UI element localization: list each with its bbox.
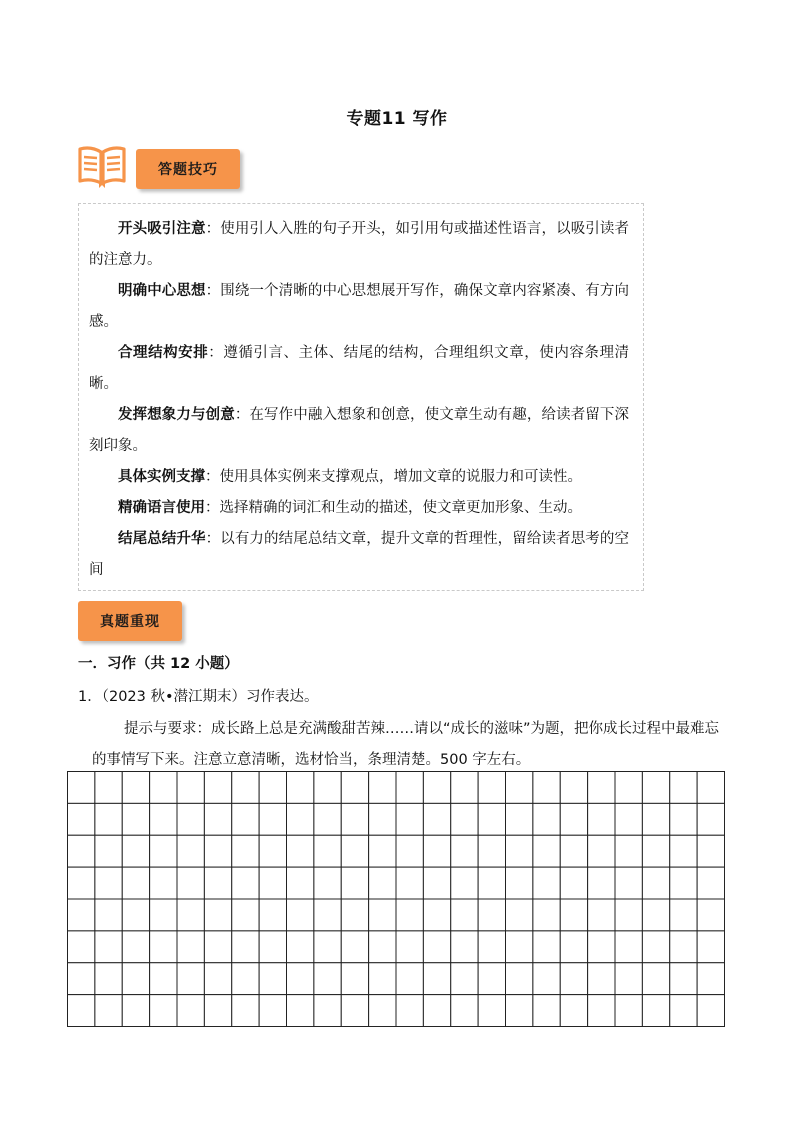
grid-cell[interactable]	[341, 899, 368, 931]
grid-cell[interactable]	[697, 867, 724, 899]
question-prompt: 提示与要求：成长路上总是充满酸甜苦辣……请以“成长的滋味”为题，把你成长过程中最难忘的事情写下来。注意立意清晰，选材恰当，条理清楚。500 字左右。	[92, 721, 720, 768]
grid-cell[interactable]	[588, 931, 615, 963]
tip-body: ：使用引人入胜的句子开头，如引用句或描述性语言，以吸引读者的注意力。	[89, 221, 630, 268]
grid-cell[interactable]	[588, 772, 615, 804]
grid-cell[interactable]	[369, 803, 396, 835]
tip-item	[89, 462, 629, 493]
grid-cell[interactable]	[423, 772, 450, 804]
grid-cell[interactable]	[478, 995, 505, 1027]
grid-cell[interactable]	[287, 803, 314, 835]
grid-cell[interactable]	[642, 867, 669, 899]
grid-cell[interactable]	[506, 963, 533, 995]
grid-cell[interactable]	[642, 803, 669, 835]
grid-cell[interactable]	[423, 867, 450, 899]
grid-cell[interactable]	[369, 772, 396, 804]
grid-cell[interactable]	[314, 803, 341, 835]
grid-cell[interactable]	[177, 995, 204, 1027]
grid-cell[interactable]	[68, 931, 95, 963]
grid-cell[interactable]	[642, 835, 669, 867]
grid-cell[interactable]	[560, 931, 587, 963]
grid-cell[interactable]	[506, 867, 533, 899]
grid-cell[interactable]	[369, 899, 396, 931]
grid-cell[interactable]	[588, 867, 615, 899]
grid-cell[interactable]	[533, 835, 560, 867]
grid-cell[interactable]	[423, 803, 450, 835]
grid-cell[interactable]	[451, 772, 478, 804]
grid-cell[interactable]	[369, 835, 396, 867]
tip-body: ：使用具体实例来支撑观点，增加文章的说服力和可读性。	[205, 469, 582, 485]
grid-cell[interactable]	[150, 963, 177, 995]
grid-cell[interactable]	[396, 963, 423, 995]
grid-cell[interactable]	[670, 931, 697, 963]
tip-item	[89, 276, 629, 338]
grid-cell[interactable]	[533, 995, 560, 1027]
grid-cell[interactable]	[68, 995, 95, 1027]
grid-cell[interactable]	[560, 772, 587, 804]
grid-cell[interactable]	[95, 963, 122, 995]
grid-cell[interactable]	[506, 931, 533, 963]
grid-cell[interactable]	[697, 963, 724, 995]
grid-cell[interactable]	[150, 899, 177, 931]
grid-cell[interactable]	[259, 803, 286, 835]
grid-cell[interactable]	[615, 899, 642, 931]
grid-cell[interactable]	[68, 803, 95, 835]
grid-cell[interactable]	[615, 835, 642, 867]
tip-body: ：遵循引言、主体、结尾的结构，合理组织文章，使内容条理清晰。	[89, 345, 630, 392]
grid-cell[interactable]	[341, 867, 368, 899]
grid-cell[interactable]	[615, 867, 642, 899]
section-heading: 一．习作（共 12 小题）	[78, 656, 239, 672]
grid-cell[interactable]	[396, 772, 423, 804]
grid-cell[interactable]	[232, 867, 259, 899]
grid-cell[interactable]	[95, 803, 122, 835]
grid-cell[interactable]	[204, 772, 231, 804]
grid-cell[interactable]	[642, 963, 669, 995]
grid-cell[interactable]	[478, 772, 505, 804]
grid-cell[interactable]	[204, 835, 231, 867]
grid-cell[interactable]	[506, 772, 533, 804]
grid-cell[interactable]	[232, 931, 259, 963]
grid-cell[interactable]	[341, 931, 368, 963]
grid-cell[interactable]	[150, 867, 177, 899]
grid-cell[interactable]	[642, 995, 669, 1027]
grid-cell[interactable]	[232, 835, 259, 867]
grid-cell[interactable]	[259, 931, 286, 963]
grid-cell[interactable]	[68, 867, 95, 899]
grid-cell[interactable]	[697, 931, 724, 963]
tip-item	[89, 524, 629, 586]
grid-cell[interactable]	[506, 899, 533, 931]
tag-answer-skills: 答题技巧	[136, 149, 240, 189]
grid-cell[interactable]	[423, 995, 450, 1027]
grid-cell[interactable]	[259, 899, 286, 931]
grid-cell[interactable]	[232, 963, 259, 995]
grid-cell[interactable]	[451, 867, 478, 899]
grid-cell[interactable]	[122, 772, 149, 804]
grid-cell[interactable]	[451, 995, 478, 1027]
tips-box	[78, 203, 644, 591]
grid-cell[interactable]	[122, 931, 149, 963]
grid-cell[interactable]	[341, 835, 368, 867]
grid-cell[interactable]	[506, 995, 533, 1027]
grid-cell[interactable]	[478, 803, 505, 835]
grid-cell[interactable]	[287, 899, 314, 931]
grid-cell[interactable]	[588, 835, 615, 867]
grid-cell[interactable]	[478, 899, 505, 931]
grid-cell[interactable]	[423, 963, 450, 995]
grid-cell[interactable]	[533, 931, 560, 963]
grid-cell[interactable]	[259, 963, 286, 995]
tip-item	[89, 493, 629, 524]
grid-cell[interactable]	[122, 963, 149, 995]
grid-cell[interactable]	[369, 963, 396, 995]
grid-cell[interactable]	[287, 995, 314, 1027]
grid-cell[interactable]	[68, 772, 95, 804]
grid-cell[interactable]	[396, 899, 423, 931]
grid-cell[interactable]	[314, 963, 341, 995]
open-book-icon	[78, 145, 126, 189]
question-title: 1．（2023 秋•潜江期末）习作表达。	[78, 689, 319, 705]
grid-cell[interactable]	[287, 835, 314, 867]
grid-cell[interactable]	[68, 963, 95, 995]
grid-cell[interactable]	[68, 835, 95, 867]
grid-cell[interactable]	[95, 899, 122, 931]
grid-cell[interactable]	[259, 772, 286, 804]
grid-cell[interactable]	[533, 963, 560, 995]
grid-cell[interactable]	[615, 963, 642, 995]
grid-cell[interactable]	[204, 995, 231, 1027]
tip-item	[89, 338, 629, 400]
grid-cell[interactable]	[150, 995, 177, 1027]
grid-cell[interactable]	[204, 963, 231, 995]
grid-cell[interactable]	[122, 995, 149, 1027]
grid-cell[interactable]	[642, 931, 669, 963]
page-title: 专题11 写作	[346, 109, 448, 129]
grid-cell[interactable]	[150, 803, 177, 835]
grid-cell[interactable]	[122, 867, 149, 899]
tip-body: ：以有力的结尾总结文章，提升文章的哲理性，留给读者思考的空间	[89, 531, 630, 578]
grid-cell[interactable]	[697, 803, 724, 835]
grid-cell[interactable]	[177, 963, 204, 995]
grid-cell[interactable]	[314, 835, 341, 867]
grid-cell[interactable]	[506, 835, 533, 867]
grid-cell[interactable]	[615, 772, 642, 804]
grid-cell[interactable]	[615, 803, 642, 835]
grid-cell[interactable]	[232, 995, 259, 1027]
grid-cell[interactable]	[95, 995, 122, 1027]
grid-cell[interactable]	[232, 772, 259, 804]
grid-cell[interactable]	[423, 899, 450, 931]
grid-cell[interactable]	[369, 995, 396, 1027]
grid-cell[interactable]	[95, 931, 122, 963]
grid-cell[interactable]	[423, 835, 450, 867]
grid-cell[interactable]	[560, 803, 587, 835]
grid-cell[interactable]	[451, 931, 478, 963]
grid-cell[interactable]	[314, 995, 341, 1027]
grid-cell[interactable]	[670, 963, 697, 995]
grid-cell[interactable]	[259, 867, 286, 899]
grid-cell[interactable]	[314, 931, 341, 963]
grid-cell[interactable]	[204, 899, 231, 931]
grid-cell[interactable]	[177, 899, 204, 931]
grid-cell[interactable]	[150, 931, 177, 963]
tip-body: ：在写作中融入想象和创意，使文章生动有趣，给读者留下深刻印象。	[89, 407, 630, 454]
grid-cell[interactable]	[642, 899, 669, 931]
grid-cell[interactable]	[451, 803, 478, 835]
grid-cell[interactable]	[560, 963, 587, 995]
grid-cell[interactable]	[588, 899, 615, 931]
grid-cell[interactable]	[232, 803, 259, 835]
grid-cell[interactable]	[95, 867, 122, 899]
grid-cell[interactable]	[122, 803, 149, 835]
writing-grid[interactable]	[67, 771, 725, 1027]
grid-cell[interactable]	[259, 835, 286, 867]
grid-cell[interactable]	[396, 803, 423, 835]
grid-cell[interactable]	[670, 803, 697, 835]
grid-cell[interactable]	[369, 931, 396, 963]
grid-cell[interactable]	[533, 772, 560, 804]
grid-cell[interactable]	[533, 867, 560, 899]
grid-cell[interactable]	[615, 931, 642, 963]
grid-cell[interactable]	[369, 867, 396, 899]
grid-cell[interactable]	[560, 899, 587, 931]
grid-cell[interactable]	[287, 931, 314, 963]
grid-cell[interactable]	[588, 803, 615, 835]
grid-cell[interactable]	[314, 867, 341, 899]
grid-cell[interactable]	[697, 835, 724, 867]
tag-past-exams: 真题重现	[78, 601, 182, 641]
grid-cell[interactable]	[670, 899, 697, 931]
grid-cell[interactable]	[95, 835, 122, 867]
grid-cell[interactable]	[560, 835, 587, 867]
grid-cell[interactable]	[204, 867, 231, 899]
grid-cell[interactable]	[670, 995, 697, 1027]
grid-cell[interactable]	[396, 931, 423, 963]
grid-cell[interactable]	[670, 835, 697, 867]
grid-cell[interactable]	[341, 963, 368, 995]
grid-cell[interactable]	[314, 772, 341, 804]
grid-cell[interactable]	[451, 835, 478, 867]
grid-cell[interactable]	[478, 835, 505, 867]
grid-cell[interactable]	[697, 995, 724, 1027]
grid-cell[interactable]	[287, 772, 314, 804]
grid-cell[interactable]	[423, 931, 450, 963]
grid-cell[interactable]	[396, 867, 423, 899]
tip-head: 发挥想象力与创意	[118, 407, 235, 423]
grid-cell[interactable]	[287, 963, 314, 995]
grid-cell[interactable]	[122, 835, 149, 867]
tip-item	[89, 400, 629, 462]
tip-head: 精确语言使用	[118, 500, 205, 516]
grid-cell[interactable]	[68, 899, 95, 931]
grid-cell[interactable]	[560, 867, 587, 899]
grid-cell[interactable]	[533, 803, 560, 835]
grid-cell[interactable]	[204, 931, 231, 963]
grid-cell[interactable]	[697, 899, 724, 931]
grid-cell[interactable]	[506, 803, 533, 835]
tip-head: 具体实例支撑	[118, 469, 205, 485]
grid-cell[interactable]	[478, 931, 505, 963]
grid-cell[interactable]	[177, 772, 204, 804]
grid-cell[interactable]	[177, 867, 204, 899]
grid-cell[interactable]	[670, 772, 697, 804]
grid-cell[interactable]	[95, 772, 122, 804]
tip-head: 开头吸引注意	[118, 221, 206, 237]
grid-cell[interactable]	[478, 867, 505, 899]
grid-cell[interactable]	[697, 772, 724, 804]
grid-cell[interactable]	[478, 963, 505, 995]
tip-head: 结尾总结升华	[118, 531, 206, 547]
grid-cell[interactable]	[533, 899, 560, 931]
grid-cell[interactable]	[588, 963, 615, 995]
grid-cell[interactable]	[396, 835, 423, 867]
grid-cell[interactable]	[451, 963, 478, 995]
tip-head: 明确中心思想	[118, 283, 206, 299]
grid-cell[interactable]	[588, 995, 615, 1027]
grid-cell[interactable]	[122, 899, 149, 931]
grid-cell[interactable]	[177, 931, 204, 963]
grid-cell[interactable]	[560, 995, 587, 1027]
grid-cell[interactable]	[451, 899, 478, 931]
grid-cell[interactable]	[341, 772, 368, 804]
grid-cell[interactable]	[314, 899, 341, 931]
tip-body: ：选择精确的词汇和生动的描述，使文章更加形象、生动。	[205, 500, 582, 516]
grid-cell[interactable]	[396, 995, 423, 1027]
tip-item	[89, 214, 629, 276]
grid-cell[interactable]	[615, 995, 642, 1027]
grid-cell[interactable]	[204, 803, 231, 835]
grid-cell[interactable]	[259, 995, 286, 1027]
grid-cell[interactable]	[287, 867, 314, 899]
tip-body: ：围绕一个清晰的中心思想展开写作，确保文章内容紧凑、有方向感。	[89, 283, 630, 330]
grid-cell[interactable]	[341, 995, 368, 1027]
grid-cell[interactable]	[670, 867, 697, 899]
tip-head: 合理结构安排	[118, 345, 209, 361]
grid-cell[interactable]	[642, 772, 669, 804]
grid-cell[interactable]	[177, 835, 204, 867]
grid-cell[interactable]	[177, 803, 204, 835]
grid-cell[interactable]	[150, 835, 177, 867]
grid-cell[interactable]	[150, 772, 177, 804]
grid-cell[interactable]	[232, 899, 259, 931]
grid-cell[interactable]	[341, 803, 368, 835]
